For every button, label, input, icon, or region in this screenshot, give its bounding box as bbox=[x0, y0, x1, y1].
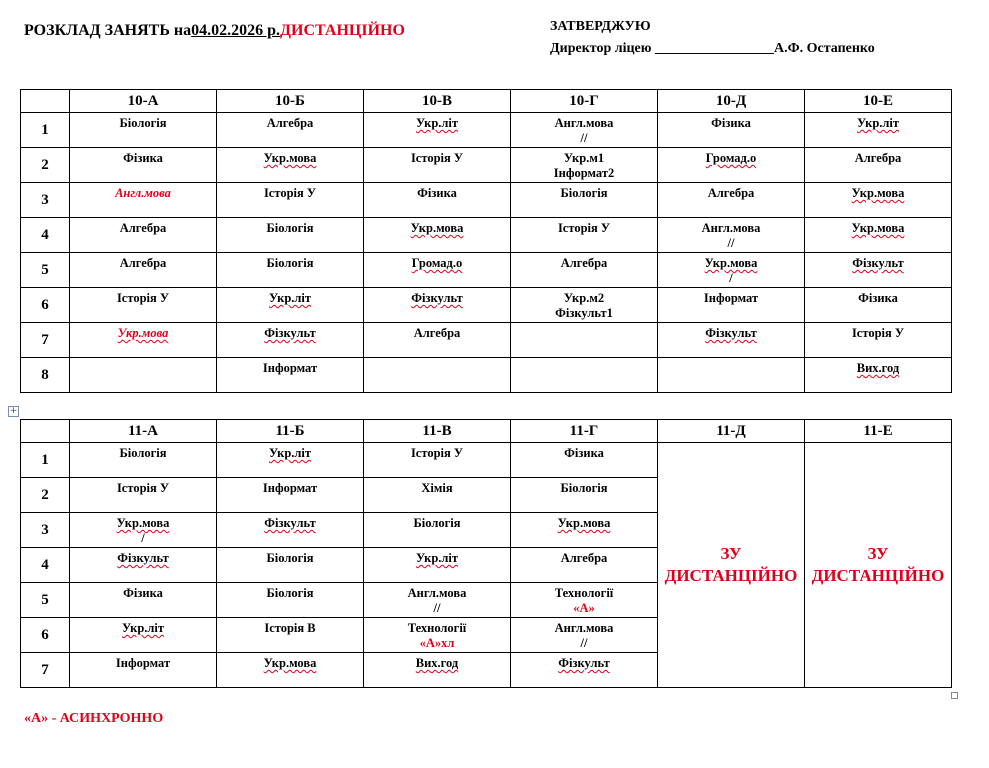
lesson-cell bbox=[70, 148, 217, 183]
lesson-cell bbox=[364, 218, 511, 253]
table-row bbox=[21, 358, 952, 393]
lesson-cell bbox=[70, 583, 217, 618]
lesson-cell bbox=[511, 113, 658, 148]
subject-name: Фізика bbox=[417, 186, 457, 200]
subject-name: Фізкульт bbox=[852, 256, 904, 270]
lesson-cell bbox=[217, 148, 364, 183]
schedule-table-11 bbox=[20, 419, 952, 688]
lesson-cell bbox=[511, 443, 658, 478]
subject-name: Алгебра bbox=[413, 326, 461, 340]
lesson-cell bbox=[658, 253, 805, 288]
subject-name: Історія У bbox=[116, 291, 170, 305]
subject-name: Фізика bbox=[123, 586, 163, 600]
lesson-cell bbox=[658, 113, 805, 148]
subject-name: Фізкульт bbox=[558, 656, 610, 670]
lesson-cell bbox=[70, 113, 217, 148]
subject-name: Історія У bbox=[557, 221, 611, 235]
lesson-cell bbox=[364, 513, 511, 548]
subject-name: Фізкульт bbox=[264, 516, 316, 530]
lesson-cell bbox=[511, 583, 658, 618]
subject-name: Інформат bbox=[262, 361, 318, 375]
lesson-number: 6 bbox=[21, 288, 70, 323]
subject-name: Алгебра bbox=[560, 256, 608, 270]
director-line bbox=[550, 38, 875, 60]
lesson-cell bbox=[70, 513, 217, 548]
class-header: 11-Д bbox=[658, 420, 805, 443]
lesson-number: 5 bbox=[21, 253, 70, 288]
subject-name: Укр.літ bbox=[268, 446, 312, 460]
subject-name: Укр.мова bbox=[851, 186, 905, 200]
subject-name: Англ.мова bbox=[407, 586, 467, 600]
subject-name: Хімія bbox=[421, 481, 453, 495]
subject-name: Англ.мова bbox=[701, 221, 761, 235]
table-resize-handle[interactable] bbox=[951, 692, 958, 699]
lesson-cell bbox=[658, 323, 805, 358]
lesson-cell bbox=[364, 358, 511, 393]
lesson-cell bbox=[658, 148, 805, 183]
subject-name: Технології bbox=[407, 621, 467, 635]
director-name: А.Ф. Остапенко bbox=[773, 41, 875, 56]
lesson-cell bbox=[217, 323, 364, 358]
lesson-cell bbox=[70, 548, 217, 583]
lesson-cell bbox=[805, 183, 952, 218]
subject-name: Біологія bbox=[413, 516, 461, 530]
lesson-cell bbox=[364, 113, 511, 148]
lesson-cell bbox=[70, 478, 217, 513]
subject-note: // bbox=[580, 131, 588, 145]
table-row bbox=[21, 218, 952, 253]
subject-name: Біологія bbox=[266, 551, 314, 565]
subject-note: Фізкульт1 bbox=[555, 306, 613, 320]
lesson-cell bbox=[511, 218, 658, 253]
lesson-cell bbox=[364, 183, 511, 218]
class-header: 10-Д bbox=[658, 90, 805, 113]
subject-name: Укр.мова bbox=[557, 516, 611, 530]
subject-name: Укр.літ bbox=[856, 116, 900, 130]
subject-name: Біологія bbox=[560, 481, 608, 495]
subject-name: Алгебра bbox=[119, 221, 167, 235]
distance-label: ДИСТАНЦІЙНО bbox=[811, 566, 945, 585]
subject-name: Укр.мова bbox=[410, 221, 464, 235]
subject-name: Вих.год bbox=[415, 656, 459, 670]
subject-name: Укр.літ bbox=[121, 621, 165, 635]
subject-name: Інформат bbox=[703, 291, 759, 305]
lesson-cell bbox=[217, 443, 364, 478]
subject-name: Вих.год bbox=[856, 361, 900, 375]
subject-name: Біологія bbox=[119, 446, 167, 460]
lesson-number: 6 bbox=[21, 618, 70, 653]
subject-name: Фізика bbox=[123, 151, 163, 165]
table-row bbox=[21, 288, 952, 323]
subject-name: Укр.мова bbox=[851, 221, 905, 235]
distance-learning-cell bbox=[658, 443, 805, 688]
lesson-cell bbox=[511, 358, 658, 393]
class-header: 11-Г bbox=[511, 420, 658, 443]
subject-name: Історія У bbox=[116, 481, 170, 495]
subject-name: Укр.літ bbox=[415, 116, 459, 130]
title-date: 04.02.2026 р. bbox=[191, 22, 281, 39]
lesson-cell bbox=[364, 148, 511, 183]
lesson-cell bbox=[70, 183, 217, 218]
subject-name bbox=[511, 323, 657, 325]
subject-name: Технології bbox=[554, 586, 614, 600]
subject-note: / bbox=[729, 271, 733, 285]
lesson-cell bbox=[217, 618, 364, 653]
subject-note: «А»хл bbox=[419, 636, 455, 650]
distance-label: ДИСТАНЦІЙНО bbox=[664, 566, 798, 585]
lesson-number: 2 bbox=[21, 478, 70, 513]
subject-name: Історія У bbox=[851, 326, 905, 340]
subject-note: // bbox=[433, 601, 441, 615]
class-header: 10-В bbox=[364, 90, 511, 113]
subject-name bbox=[658, 358, 804, 360]
lesson-cell bbox=[217, 288, 364, 323]
subject-name: Історія В bbox=[264, 621, 316, 635]
lesson-cell bbox=[511, 653, 658, 688]
lesson-number: 7 bbox=[21, 323, 70, 358]
subject-name: Фізкульт bbox=[705, 326, 757, 340]
subject-note: «А» bbox=[573, 601, 595, 615]
table-move-handle-icon[interactable]: + bbox=[9, 406, 18, 416]
lesson-cell bbox=[217, 513, 364, 548]
table-row bbox=[21, 323, 952, 358]
schedule-table-10 bbox=[20, 89, 952, 393]
subject-name: Англ.мова bbox=[554, 116, 614, 130]
signature-line: _________________ bbox=[654, 41, 774, 56]
title-prefix: РОЗКЛАД ЗАНЯТЬ на bbox=[24, 22, 192, 39]
subject-name: Біологія bbox=[266, 221, 314, 235]
lesson-cell bbox=[805, 253, 952, 288]
subject-name bbox=[364, 358, 510, 360]
lesson-cell bbox=[70, 618, 217, 653]
lesson-cell bbox=[805, 218, 952, 253]
subject-name: Англ.мова bbox=[554, 621, 614, 635]
distance-label-zu: ЗУ bbox=[720, 544, 742, 563]
page-title bbox=[24, 22, 405, 40]
subject-name: Англ.мова bbox=[115, 186, 171, 200]
lesson-cell bbox=[805, 288, 952, 323]
subject-name: Інформат bbox=[262, 481, 318, 495]
lesson-cell bbox=[217, 653, 364, 688]
lesson-cell bbox=[217, 358, 364, 393]
lesson-number: 1 bbox=[21, 113, 70, 148]
lesson-cell bbox=[658, 358, 805, 393]
subject-name: Укр.мова bbox=[263, 656, 317, 670]
lesson-cell bbox=[511, 253, 658, 288]
lesson-cell bbox=[217, 113, 364, 148]
lesson-cell bbox=[217, 548, 364, 583]
subject-note: // bbox=[727, 236, 735, 250]
lesson-number: 5 bbox=[21, 583, 70, 618]
corner-cell bbox=[21, 90, 70, 113]
lesson-number: 8 bbox=[21, 358, 70, 393]
lesson-cell bbox=[511, 513, 658, 548]
director-label: Директор ліцею bbox=[550, 41, 652, 56]
table-header-row bbox=[21, 90, 952, 113]
lesson-cell bbox=[511, 183, 658, 218]
class-header: 10-Г bbox=[511, 90, 658, 113]
lesson-cell bbox=[658, 218, 805, 253]
lesson-cell bbox=[511, 618, 658, 653]
subject-name: Біологія bbox=[560, 186, 608, 200]
table-row bbox=[21, 183, 952, 218]
subject-name: Громад.о bbox=[411, 256, 463, 270]
distance-label-zu: ЗУ bbox=[867, 544, 889, 563]
table-row bbox=[21, 443, 952, 478]
subject-name: Інформат bbox=[115, 656, 171, 670]
lesson-number: 3 bbox=[21, 183, 70, 218]
subject-name: Укр.мова bbox=[117, 326, 169, 340]
subject-name: Алгебра bbox=[119, 256, 167, 270]
class-header: 11-А bbox=[70, 420, 217, 443]
lesson-cell bbox=[217, 183, 364, 218]
subject-name: Алгебра bbox=[266, 116, 314, 130]
lesson-cell bbox=[511, 548, 658, 583]
lesson-cell bbox=[511, 478, 658, 513]
lesson-cell bbox=[364, 478, 511, 513]
class-header: 10-Е bbox=[805, 90, 952, 113]
subject-name: Алгебра bbox=[560, 551, 608, 565]
subject-name: Біологія bbox=[119, 116, 167, 130]
lesson-cell bbox=[70, 653, 217, 688]
subject-name: Історія У bbox=[410, 446, 464, 460]
subject-name: Історія У bbox=[410, 151, 464, 165]
subject-name: Фізкульт bbox=[117, 551, 169, 565]
legend-note: «А» - АСИНХРОННО bbox=[24, 711, 164, 726]
subject-name bbox=[511, 358, 657, 360]
subject-name: Алгебра bbox=[707, 186, 755, 200]
subject-name: Громад.о bbox=[705, 151, 757, 165]
subject-name: Історія У bbox=[263, 186, 317, 200]
lesson-cell bbox=[364, 288, 511, 323]
lesson-cell bbox=[658, 183, 805, 218]
lesson-cell bbox=[805, 148, 952, 183]
subject-name: Укр.літ bbox=[268, 291, 312, 305]
lesson-number: 4 bbox=[21, 218, 70, 253]
title-mode: ДИСТАНЦІЙНО bbox=[280, 22, 405, 39]
subject-name: Фізкульт bbox=[411, 291, 463, 305]
lesson-cell bbox=[70, 323, 217, 358]
subject-note: Інформат2 bbox=[553, 166, 615, 180]
subject-name bbox=[70, 358, 216, 360]
subject-name: Алгебра bbox=[854, 151, 902, 165]
subject-note: // bbox=[580, 636, 588, 650]
corner-cell bbox=[21, 420, 70, 443]
lesson-cell bbox=[217, 583, 364, 618]
lesson-cell bbox=[364, 323, 511, 358]
subject-name: Укр.м2 bbox=[563, 291, 605, 305]
lesson-cell bbox=[217, 253, 364, 288]
lesson-cell bbox=[70, 443, 217, 478]
lesson-cell bbox=[217, 478, 364, 513]
lesson-number: 2 bbox=[21, 148, 70, 183]
lesson-cell bbox=[70, 358, 217, 393]
subject-name: Фізика bbox=[711, 116, 751, 130]
lesson-cell bbox=[364, 253, 511, 288]
subject-name: Біологія bbox=[266, 256, 314, 270]
subject-name: Укр.м1 bbox=[563, 151, 605, 165]
lesson-number: 3 bbox=[21, 513, 70, 548]
subject-name: Фізкульт bbox=[264, 326, 316, 340]
class-header: 11-Б bbox=[217, 420, 364, 443]
lesson-cell bbox=[511, 148, 658, 183]
lesson-cell bbox=[70, 218, 217, 253]
lesson-cell bbox=[217, 218, 364, 253]
lesson-cell bbox=[70, 253, 217, 288]
subject-note: / bbox=[141, 531, 145, 545]
distance-learning-cell bbox=[805, 443, 952, 688]
class-header: 10-А bbox=[70, 90, 217, 113]
class-header: 11-В bbox=[364, 420, 511, 443]
lesson-number: 1 bbox=[21, 443, 70, 478]
table-row bbox=[21, 113, 952, 148]
lesson-cell bbox=[364, 653, 511, 688]
lesson-cell bbox=[70, 288, 217, 323]
table-row bbox=[21, 148, 952, 183]
table-header-row bbox=[21, 420, 952, 443]
table-row bbox=[21, 253, 952, 288]
approve-label: ЗАТВЕРДЖУЮ bbox=[550, 19, 651, 34]
lesson-cell bbox=[364, 443, 511, 478]
subject-name: Фізика bbox=[858, 291, 898, 305]
subject-name: Укр.мова bbox=[263, 151, 317, 165]
subject-name: Укр.мова bbox=[704, 256, 758, 270]
lesson-number: 4 bbox=[21, 548, 70, 583]
lesson-cell bbox=[511, 288, 658, 323]
lesson-cell bbox=[364, 583, 511, 618]
subject-name: Укр.мова bbox=[116, 516, 170, 530]
lesson-cell bbox=[805, 323, 952, 358]
lesson-cell bbox=[805, 358, 952, 393]
lesson-cell bbox=[805, 113, 952, 148]
lesson-cell bbox=[511, 323, 658, 358]
subject-name: Укр.літ bbox=[415, 551, 459, 565]
lesson-cell bbox=[658, 288, 805, 323]
lesson-cell bbox=[364, 618, 511, 653]
subject-name: Біологія bbox=[266, 586, 314, 600]
lesson-number: 7 bbox=[21, 653, 70, 688]
lesson-cell bbox=[364, 548, 511, 583]
class-header: 10-Б bbox=[217, 90, 364, 113]
approval-block bbox=[550, 16, 875, 60]
subject-name: Фізика bbox=[564, 446, 604, 460]
class-header: 11-Е bbox=[805, 420, 952, 443]
